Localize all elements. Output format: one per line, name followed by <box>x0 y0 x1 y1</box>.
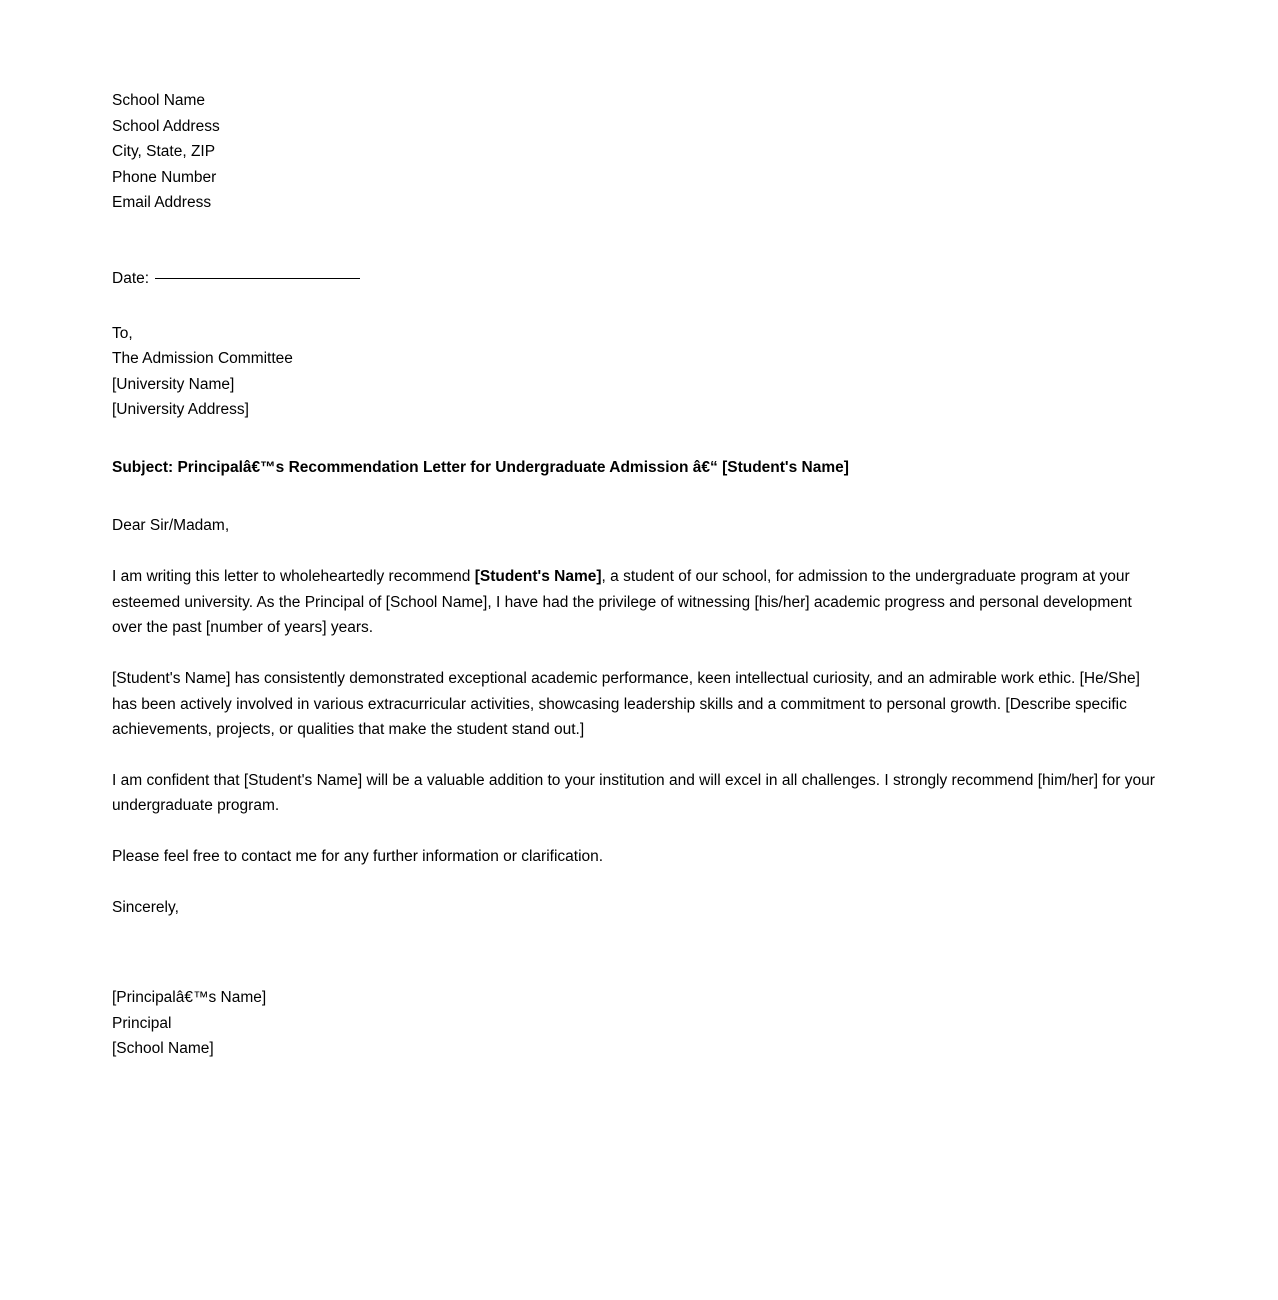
subject-line: Subject: Principalâ€™s Recommendation Letter for Undergraduate Admission â€“ [Student's Name] <box>112 458 849 476</box>
letterhead-phone-number: Phone Number <box>112 168 217 186</box>
letterhead-city-state-zip: City, State, ZIP <box>112 143 216 161</box>
letterhead-block <box>112 88 1158 216</box>
body-paragraph-2: [Student's Name] has consistently demonstrated exceptional academic performance, keen intellectual curiosity, and an admirable work ethic. [He/She] has been actively involved in various extracurricular activities, showcasing leadership skills and a commitment to personal growth. [Describe specific achievements, projects, or qualities that make the student stand out.] <box>112 669 1140 739</box>
recipient-to: To, <box>112 324 133 342</box>
signature-block <box>112 985 1158 1062</box>
body-paragraph-4: Please feel free to contact me for any further information or clarification. <box>112 847 604 865</box>
recipient-university-name: [University Name] <box>112 375 235 393</box>
recipient-block <box>112 321 1158 423</box>
date-row <box>112 266 1158 292</box>
paragraph-1-lead-text: I am writing this letter to wholeheartedly recommend <box>112 568 475 586</box>
salutation: Dear Sir/Madam, <box>112 516 230 534</box>
recipient-committee: The Admission Committee <box>112 350 293 368</box>
letterhead-school-address: School Address <box>112 117 220 135</box>
letterhead-email-address: Email Address <box>112 194 212 212</box>
signature-title: Principal <box>112 1014 172 1032</box>
signature-principal-name: [Principalâ€™s Name] <box>112 989 267 1007</box>
closing-salutation: Sincerely, <box>112 899 179 917</box>
date-label: Date: <box>112 269 150 287</box>
date-blank-line[interactable] <box>155 278 360 279</box>
signature-school-name: [School Name] <box>112 1040 214 1058</box>
paragraph-1-trailing-text: , a student of our school, for admission to the undergraduate program at your esteemed university. As the Principal of [School Name], I have had the privilege of witnessing [his/her] academic progress and personal development over the past [number of years] years. <box>112 568 1132 637</box>
letter-body <box>112 88 1158 1062</box>
recipient-university-address: [University Address] <box>112 401 249 419</box>
letterhead-school-name: School Name <box>112 92 206 109</box>
paragraph-1-student-name-emphasis: [Student's Name] <box>474 568 602 586</box>
body-paragraph-3: I am confident that [Student's Name] will be a valuable addition to your institution and will excel in all challenges. I strongly recommend [him/her] for your undergraduate program. <box>112 771 1155 815</box>
body-paragraph-1 <box>112 564 1158 641</box>
